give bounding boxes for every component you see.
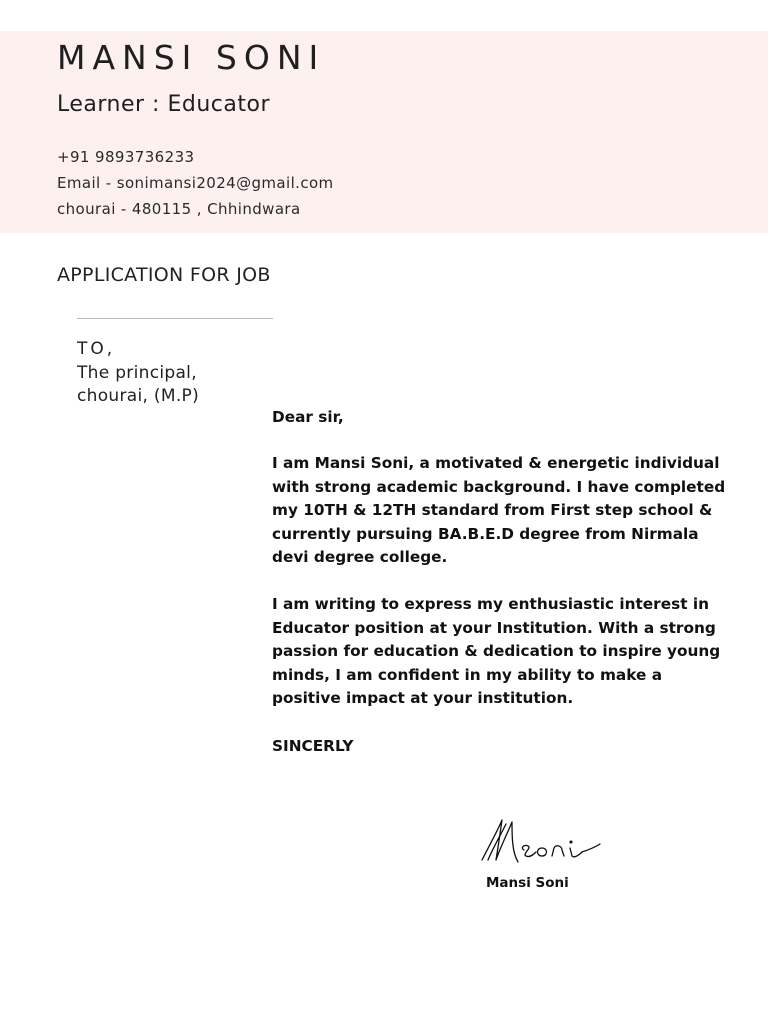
application-title: APPLICATION FOR JOB: [57, 264, 271, 286]
applicant-role: Learner : Educator: [57, 92, 270, 117]
letter-paragraph-2: I am writing to express my enthusiastic interest in Educator position at your Institution. With a strong passion for education & dedication to inspire young minds, I am confident in my ability to make a positive impact at your institution.: [272, 595, 721, 707]
applicant-name: MANSI SONI: [57, 38, 326, 77]
recipient-place: chourai, (M.P): [77, 386, 200, 406]
handwritten-signature: [478, 814, 608, 874]
contact-email: Email - sonimansi2024@gmail.com: [57, 174, 334, 192]
letter-salutation: Dear sir,: [272, 408, 344, 426]
letter-paragraph-1: I am Mansi Soni, a motivated & energetic individual with strong academic background. I have completed my 10TH & 12TH standard from First step school & currently pursuing BA.B.E.D degree from Nirmala devi degree college.: [272, 454, 726, 566]
recipient-to: TO,: [77, 339, 116, 359]
recipient-title: The principal,: [77, 363, 197, 383]
letter-closing: SINCERLY: [272, 737, 354, 755]
contact-address: chourai - 480115 , Chhindwara: [57, 200, 301, 218]
contact-phone: +91 9893736233: [57, 148, 195, 166]
signature-name: Mansi Soni: [486, 875, 569, 891]
divider: [77, 318, 273, 319]
